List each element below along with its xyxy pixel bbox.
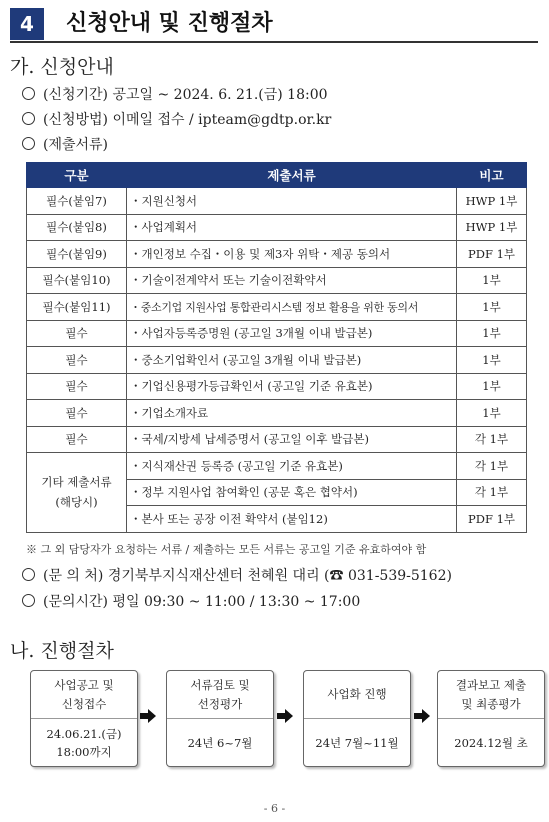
submission-docs-label-text: (제출서류) <box>43 137 109 153</box>
row-category: 필수 <box>27 347 127 374</box>
row-remark: HWP 1부 <box>457 214 527 241</box>
step-title: 사업공고 및 신청접수 <box>31 671 137 719</box>
row-document: ・사업자등록증명원 (공고일 3개월 이내 발급본) <box>127 320 457 347</box>
row-remark: 1부 <box>457 267 527 294</box>
table-row <box>27 400 527 427</box>
table-row <box>27 347 527 374</box>
contact-hours <box>22 591 360 611</box>
application-method-text: (신청방법) 이메일 접수 / ipteam@gdtp.or.kr <box>43 112 332 128</box>
other-category-line-2: (해당시) <box>55 495 98 510</box>
row-document: ・기업소개자료 <box>127 400 457 427</box>
table-row <box>27 320 527 347</box>
column-header-remark: 비고 <box>457 163 527 188</box>
row-document: ・중소기업 지원사업 통합관리시스템 정보 활용을 위한 동의서 <box>127 294 457 321</box>
step-schedule: 24.06.21.(금) 18:00까지 <box>46 726 122 759</box>
procedure-step-1 <box>30 670 138 767</box>
contact-hours-text: (문의시간) 평일 09:30 ~ 11:00 / 13:30 ~ 17:00 <box>43 594 361 610</box>
submission-documents-table <box>26 162 527 533</box>
procedure-step-4 <box>437 670 545 767</box>
row-category: 필수 <box>27 426 127 453</box>
row-category: 필수 <box>27 373 127 400</box>
row-document: ・사업계획서 <box>127 214 457 241</box>
row-remark: 1부 <box>457 373 527 400</box>
contact-info-text: (문 의 처) 경기북부지식재산센터 천혜원 대리 (☎ 031-539-5162) <box>43 568 452 584</box>
row-remark: HWP 1부 <box>457 188 527 215</box>
table-row <box>27 453 527 480</box>
header-underline <box>10 41 538 43</box>
contact-info <box>22 565 452 585</box>
section-header <box>10 8 538 42</box>
row-document: ・정부 지원사업 참여확인 (공문 혹은 협약서) <box>127 479 457 506</box>
right-arrow-icon <box>140 709 156 723</box>
row-document: ・지원신청서 <box>127 188 457 215</box>
step-schedule: 24년 6~7월 <box>187 735 253 750</box>
subsection-title-procedure: 나. 진행절차 <box>10 640 114 662</box>
row-category: 필수 <box>27 320 127 347</box>
hollow-circle-icon <box>22 594 35 607</box>
row-category: 필수(붙임9) <box>27 241 127 268</box>
table-row <box>27 426 527 453</box>
section-title: 신청안내 및 진행절차 <box>66 11 273 36</box>
page-number: - 6 - <box>263 802 286 815</box>
row-category-other <box>27 453 127 533</box>
other-category-line-1: 기타 제출서류 <box>41 475 112 490</box>
row-remark: 1부 <box>457 347 527 374</box>
application-method <box>22 109 331 129</box>
procedure-flow <box>0 670 549 770</box>
right-arrow-icon <box>414 709 430 723</box>
hollow-circle-icon <box>22 137 35 150</box>
application-period-text: (신청기간) 공고일 ~ 2024. 6. 21.(금) 18:00 <box>43 87 328 103</box>
footnote: ※ 그 외 담당자가 요청하는 서류 / 제출하는 모든 서류는 공고일 기준 유효하여야 함 <box>26 543 427 556</box>
step-title: 서류검토 및 선정평가 <box>167 671 273 719</box>
row-document: ・중소기업확인서 (공고일 3개월 이내 발급본) <box>127 347 457 374</box>
column-header-document: 제출서류 <box>127 163 457 188</box>
row-remark: 1부 <box>457 400 527 427</box>
row-category: 필수(붙임8) <box>27 214 127 241</box>
row-remark: 각 1부 <box>457 453 527 480</box>
row-document: ・본사 또는 공장 이전 확약서 (붙임12) <box>127 506 457 533</box>
step-title: 결과보고 제출 및 최종평가 <box>438 671 544 719</box>
table-row <box>27 267 527 294</box>
step-schedule: 2024.12월 초 <box>454 735 528 750</box>
row-category: 필수 <box>27 400 127 427</box>
row-remark: PDF 1부 <box>457 506 527 533</box>
row-remark: 각 1부 <box>457 426 527 453</box>
submission-docs-label <box>22 134 108 154</box>
table-header-row <box>27 163 527 188</box>
row-remark: 1부 <box>457 294 527 321</box>
row-document: ・기업신용평가등급확인서 (공고일 기준 유효본) <box>127 373 457 400</box>
table-row <box>27 188 527 215</box>
table-row <box>27 373 527 400</box>
row-document: ・지식재산권 등록증 (공고일 기준 유효본) <box>127 453 457 480</box>
row-document: ・기술이전계약서 또는 기술이전확약서 <box>127 267 457 294</box>
subsection-title-apply: 가. 신청안내 <box>10 56 114 78</box>
column-header-category: 구분 <box>27 163 127 188</box>
row-remark: 각 1부 <box>457 479 527 506</box>
row-document: ・개인정보 수집・이용 및 제3자 위탁・제공 동의서 <box>127 241 457 268</box>
row-category: 필수(붙임10) <box>27 267 127 294</box>
row-remark: PDF 1부 <box>457 241 527 268</box>
hollow-circle-icon <box>22 112 35 125</box>
row-category: 필수(붙임7) <box>27 188 127 215</box>
step-title: 사업화 진행 <box>304 671 410 719</box>
row-category: 필수(붙임11) <box>27 294 127 321</box>
application-period <box>22 84 328 104</box>
table-row <box>27 214 527 241</box>
hollow-circle-icon <box>22 568 35 581</box>
row-remark: 1부 <box>457 320 527 347</box>
table-row <box>27 294 527 321</box>
hollow-circle-icon <box>22 87 35 100</box>
section-number-badge: 4 <box>10 8 44 40</box>
procedure-step-2 <box>166 670 274 767</box>
step-schedule: 24년 7월~11월 <box>315 735 399 750</box>
procedure-step-3 <box>303 670 411 767</box>
right-arrow-icon <box>277 709 293 723</box>
table-row <box>27 241 527 268</box>
row-document: ・국세/지방세 납세증명서 (공고일 이후 발급본) <box>127 426 457 453</box>
